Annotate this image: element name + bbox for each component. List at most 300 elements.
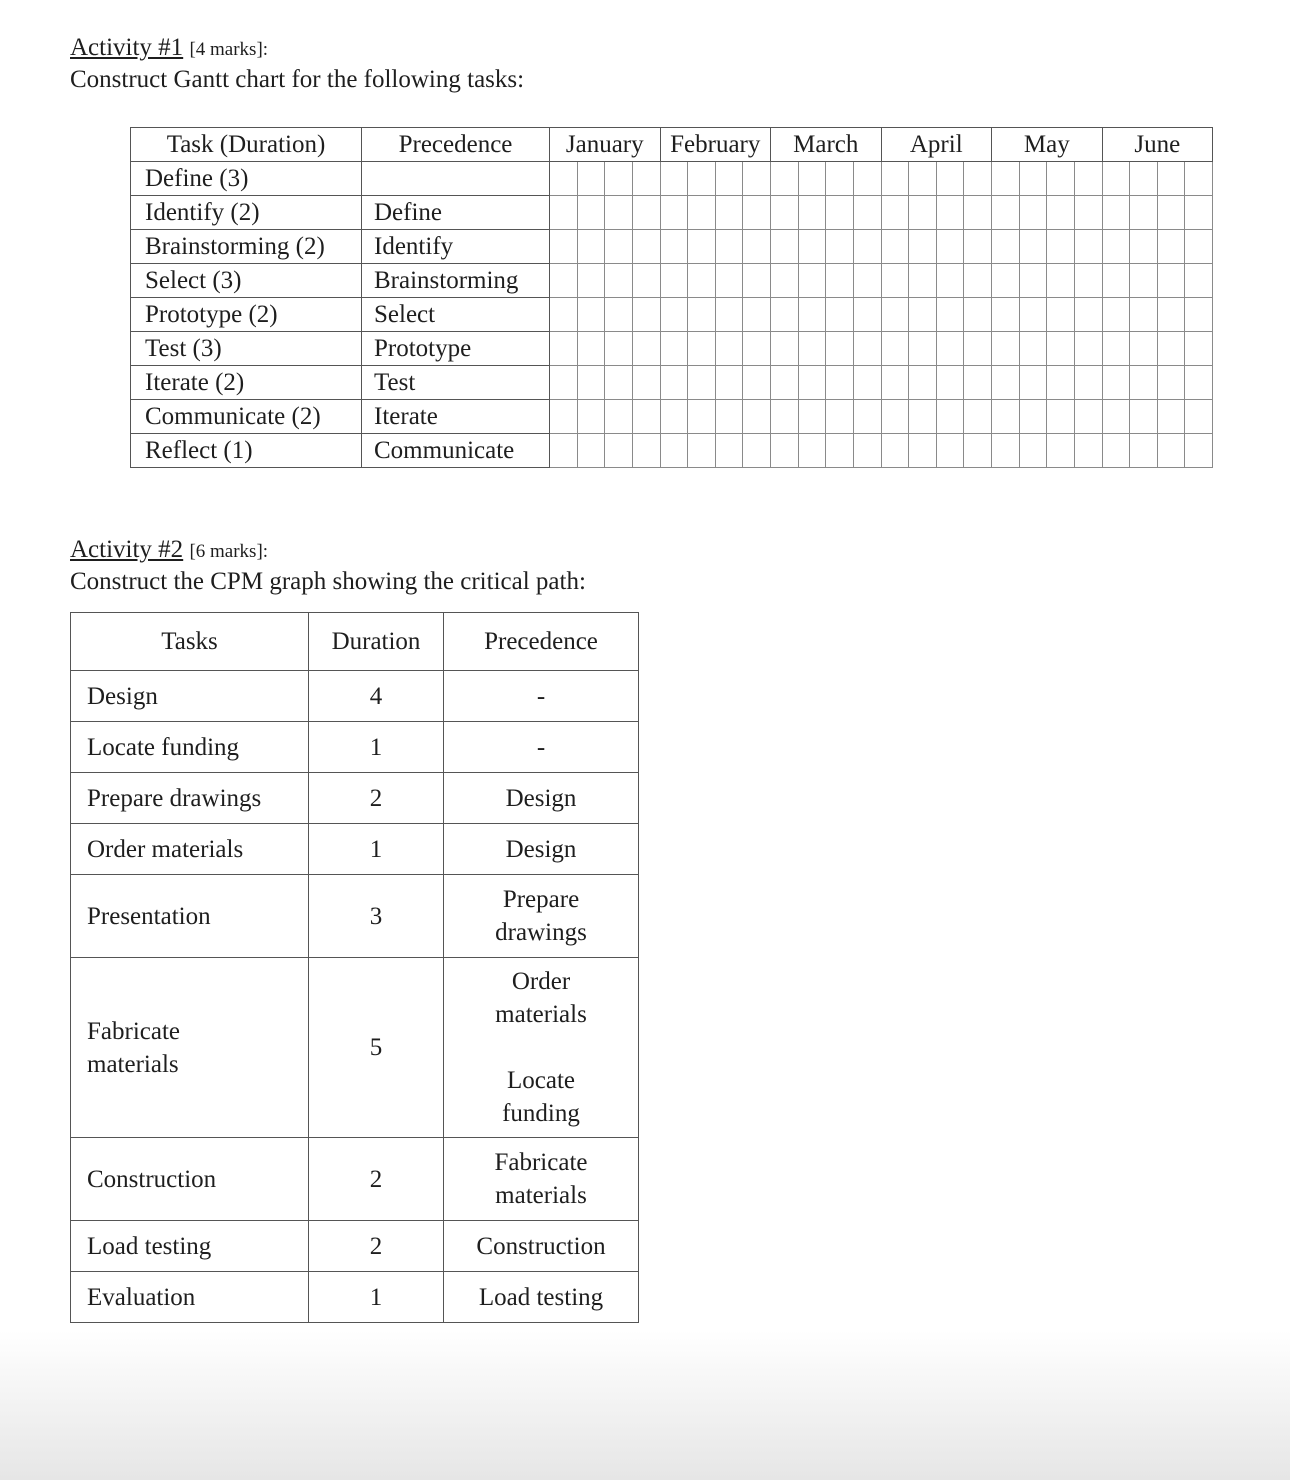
gantt-time-slot[interactable] [743,298,771,332]
gantt-time-slot[interactable] [881,434,909,468]
gantt-month-header: April [881,128,992,162]
gantt-task-precedence: Test [362,366,550,400]
cpm-task-precedence [444,722,639,773]
gantt-time-slot[interactable] [605,332,633,366]
gantt-time-slot[interactable] [688,162,716,196]
gantt-time-slot[interactable] [798,366,826,400]
gantt-time-slot[interactable] [605,230,633,264]
gantt-time-slot[interactable] [632,366,660,400]
gantt-time-slot[interactable] [964,230,992,264]
gantt-time-slot[interactable] [743,162,771,196]
gantt-time-slot[interactable] [688,264,716,298]
gantt-time-slot[interactable] [1047,400,1075,434]
gantt-time-slot[interactable] [743,264,771,298]
gantt-time-slot[interactable] [1185,366,1213,400]
gantt-time-slot[interactable] [798,332,826,366]
activity2-marks: [6 marks]: [189,541,269,562]
gantt-time-slot[interactable] [1102,400,1130,434]
gantt-time-slot[interactable] [798,400,826,434]
gantt-time-slot[interactable] [1185,400,1213,434]
gantt-time-slot[interactable] [1157,298,1185,332]
gantt-time-slot[interactable] [1130,264,1158,298]
gantt-time-slot[interactable] [1047,196,1075,230]
gantt-time-slot[interactable] [743,400,771,434]
gantt-time-slot[interactable] [936,230,964,264]
gantt-row [131,434,1213,468]
gantt-time-slot[interactable] [853,230,881,264]
gantt-time-slot[interactable] [715,332,743,366]
cpm-task-precedence [444,875,639,958]
cpm-row [71,773,639,824]
cpm-task-name [71,773,309,824]
gantt-time-slot[interactable] [909,366,937,400]
cpm-task-duration: 2 [309,1138,444,1221]
cpm-task-precedence [444,1221,639,1272]
cpm-task-precedence-line [444,1031,638,1064]
gantt-time-slot[interactable] [771,366,799,400]
gantt-task-precedence: Identify [362,230,550,264]
gantt-time-slot[interactable] [771,332,799,366]
gantt-time-slot[interactable] [688,230,716,264]
gantt-time-slot[interactable] [1074,332,1102,366]
cpm-task-name-line: Evaluation [87,1283,196,1311]
cpm-task-name [71,1221,309,1272]
cpm-task-duration: 1 [309,1272,444,1323]
gantt-time-slot[interactable] [1019,162,1047,196]
gantt-time-slot[interactable] [1130,196,1158,230]
gantt-time-slot[interactable] [605,400,633,434]
gantt-time-slot[interactable] [881,366,909,400]
gantt-time-slot[interactable] [550,434,578,468]
gantt-time-slot[interactable] [660,400,688,434]
gantt-time-slot[interactable] [853,332,881,366]
gantt-time-slot[interactable] [909,298,937,332]
gantt-time-slot[interactable] [1102,230,1130,264]
gantt-task-name: Prototype (2) [131,298,362,332]
gantt-time-slot[interactable] [909,264,937,298]
gantt-time-slot[interactable] [964,400,992,434]
gantt-task-precedence [362,162,550,196]
gantt-row [131,332,1213,366]
cpm-task-name [71,1138,309,1221]
gantt-task-name: Define (3) [131,162,362,196]
cpm-task-name-line: Order materials [87,835,244,863]
cpm-task-precedence-line: Construction [476,1232,606,1260]
gantt-time-slot[interactable] [1157,400,1185,434]
gantt-time-slot[interactable] [550,332,578,366]
gantt-time-slot[interactable] [605,196,633,230]
gantt-time-slot[interactable] [1074,196,1102,230]
gantt-time-slot[interactable] [743,332,771,366]
cpm-task-name-line: Load testing [87,1232,212,1260]
gantt-month-header: March [771,128,882,162]
activity1-marks: [4 marks]: [189,39,269,60]
gantt-time-slot[interactable] [577,298,605,332]
gantt-time-slot[interactable] [936,162,964,196]
gantt-task-name: Brainstorming (2) [131,230,362,264]
gantt-time-slot[interactable] [1047,230,1075,264]
gantt-time-slot[interactable] [632,400,660,434]
gantt-time-slot[interactable] [1185,230,1213,264]
gantt-time-slot[interactable] [992,298,1020,332]
gantt-time-slot[interactable] [936,196,964,230]
gantt-time-slot[interactable] [936,264,964,298]
gantt-time-slot[interactable] [964,332,992,366]
gantt-time-slot[interactable] [992,196,1020,230]
activity1-title: Activity #1 [70,34,184,61]
gantt-task-precedence: Communicate [362,434,550,468]
gantt-time-slot[interactable] [1019,366,1047,400]
gantt-task-name: Select (3) [131,264,362,298]
gantt-time-slot[interactable] [798,298,826,332]
gantt-time-slot[interactable] [688,434,716,468]
gantt-time-slot[interactable] [1047,434,1075,468]
gantt-time-slot[interactable] [1157,230,1185,264]
gantt-time-slot[interactable] [771,162,799,196]
cpm-task-precedence-line: - [536,733,546,761]
gantt-time-slot[interactable] [715,366,743,400]
gantt-time-slot[interactable] [660,366,688,400]
cpm-task-precedence-line: materials [495,1182,587,1209]
gantt-time-slot[interactable] [936,400,964,434]
gantt-time-slot[interactable] [1157,196,1185,230]
gantt-time-slot[interactable] [798,162,826,196]
gantt-time-slot[interactable] [1130,162,1158,196]
gantt-time-slot[interactable] [660,298,688,332]
gantt-header-task: Task (Duration) [131,128,362,162]
gantt-time-slot[interactable] [909,400,937,434]
cpm-header-row [71,613,639,671]
gantt-time-slot[interactable] [826,230,854,264]
cpm-task-precedence-line: Design [505,784,577,812]
gantt-time-slot[interactable] [1074,400,1102,434]
gantt-time-slot[interactable] [660,230,688,264]
gantt-time-slot[interactable] [853,400,881,434]
gantt-time-slot[interactable] [992,400,1020,434]
cpm-header-tasks: Tasks [71,613,309,671]
gantt-time-slot[interactable] [715,434,743,468]
gantt-time-slot[interactable] [577,162,605,196]
cpm-row [71,1221,639,1272]
gantt-time-slot[interactable] [1185,264,1213,298]
gantt-time-slot[interactable] [1130,366,1158,400]
gantt-time-slot[interactable] [853,196,881,230]
gantt-time-slot[interactable] [771,434,799,468]
gantt-time-slot[interactable] [1102,366,1130,400]
gantt-time-slot[interactable] [1185,298,1213,332]
gantt-time-slot[interactable] [1157,162,1185,196]
gantt-time-slot[interactable] [964,196,992,230]
gantt-time-slot[interactable] [798,230,826,264]
gantt-time-slot[interactable] [550,298,578,332]
gantt-time-slot[interactable] [660,434,688,468]
cpm-task-precedence-line: Design [505,835,577,863]
gantt-task-precedence: Prototype [362,332,550,366]
gantt-time-slot[interactable] [632,162,660,196]
gantt-time-slot[interactable] [964,366,992,400]
cpm-task-duration: 4 [309,671,444,722]
gantt-time-slot[interactable] [771,298,799,332]
gantt-time-slot[interactable] [1019,332,1047,366]
gantt-time-slot[interactable] [632,434,660,468]
gantt-time-slot[interactable] [964,162,992,196]
cpm-task-name [71,1272,309,1323]
cpm-task-duration: 1 [309,722,444,773]
gantt-time-slot[interactable] [1019,400,1047,434]
gantt-month-header: June [1102,128,1213,162]
gantt-time-slot[interactable] [771,230,799,264]
cpm-row [71,1272,639,1323]
gantt-time-slot[interactable] [909,332,937,366]
gantt-time-slot[interactable] [1019,434,1047,468]
gantt-time-slot[interactable] [1157,332,1185,366]
gantt-time-slot[interactable] [826,366,854,400]
gantt-time-slot[interactable] [992,264,1020,298]
gantt-time-slot[interactable] [577,400,605,434]
gantt-time-slot[interactable] [743,230,771,264]
gantt-time-slot[interactable] [660,332,688,366]
gantt-time-slot[interactable] [632,298,660,332]
gantt-time-slot[interactable] [550,196,578,230]
gantt-time-slot[interactable] [909,434,937,468]
cpm-task-duration: 2 [309,773,444,824]
gantt-time-slot[interactable] [771,196,799,230]
gantt-time-slot[interactable] [964,264,992,298]
gantt-task-name: Reflect (1) [131,434,362,468]
cpm-task-name [71,671,309,722]
gantt-time-slot[interactable] [743,434,771,468]
gantt-time-slot[interactable] [1102,162,1130,196]
gantt-time-slot[interactable] [881,196,909,230]
gantt-table [130,127,1213,468]
gantt-time-slot[interactable] [660,264,688,298]
cpm-task-name-line: Construction [87,1165,217,1193]
activity2-heading [70,534,268,568]
gantt-time-slot[interactable] [550,366,578,400]
cpm-row [71,958,639,1138]
gantt-time-slot[interactable] [909,230,937,264]
gantt-time-slot[interactable] [881,332,909,366]
gantt-time-slot[interactable] [853,264,881,298]
cpm-task-name-line: Locate funding [87,733,240,761]
gantt-time-slot[interactable] [964,298,992,332]
gantt-time-slot[interactable] [881,400,909,434]
gantt-time-slot[interactable] [743,196,771,230]
activity2-title: Activity #2 [70,536,184,563]
gantt-time-slot[interactable] [688,366,716,400]
gantt-time-slot[interactable] [605,298,633,332]
cpm-header-duration: Duration [309,613,444,671]
gantt-time-slot[interactable] [605,264,633,298]
gantt-time-slot[interactable] [715,298,743,332]
cpm-task-name [71,875,309,958]
gantt-time-slot[interactable] [577,230,605,264]
gantt-time-slot[interactable] [1102,434,1130,468]
gantt-time-slot[interactable] [1102,264,1130,298]
gantt-time-slot[interactable] [826,332,854,366]
cpm-task-name [71,722,309,773]
cpm-task-precedence-line: - [536,682,546,710]
gantt-time-slot[interactable] [798,196,826,230]
gantt-time-slot[interactable] [715,264,743,298]
gantt-time-slot[interactable] [826,196,854,230]
gantt-time-slot[interactable] [605,162,633,196]
gantt-time-slot[interactable] [577,196,605,230]
gantt-time-slot[interactable] [577,366,605,400]
gantt-time-slot[interactable] [632,332,660,366]
gantt-time-slot[interactable] [909,196,937,230]
gantt-time-slot[interactable] [1074,264,1102,298]
gantt-time-slot[interactable] [715,196,743,230]
cpm-table [70,612,639,1323]
gantt-time-slot[interactable] [853,298,881,332]
gantt-time-slot[interactable] [715,230,743,264]
gantt-time-slot[interactable] [577,434,605,468]
gantt-time-slot[interactable] [853,434,881,468]
cpm-task-name-line: Presentation [87,902,211,930]
gantt-time-slot[interactable] [936,366,964,400]
gantt-time-slot[interactable] [992,332,1020,366]
gantt-time-slot[interactable] [1130,400,1158,434]
activity2-instruction: Construct the CPM graph showing the critical path: [70,568,586,595]
gantt-time-slot[interactable] [1074,230,1102,264]
cpm-task-precedence [444,1138,639,1221]
gantt-time-slot[interactable] [881,264,909,298]
gantt-time-slot[interactable] [992,366,1020,400]
gantt-time-slot[interactable] [853,366,881,400]
cpm-task-precedence [444,773,639,824]
gantt-task-precedence: Brainstorming [362,264,550,298]
gantt-time-slot[interactable] [1047,264,1075,298]
gantt-time-slot[interactable] [632,230,660,264]
gantt-time-slot[interactable] [771,264,799,298]
cpm-task-duration: 3 [309,875,444,958]
gantt-time-slot[interactable] [1185,434,1213,468]
gantt-time-slot[interactable] [550,400,578,434]
gantt-time-slot[interactable] [715,400,743,434]
gantt-time-slot[interactable] [909,162,937,196]
gantt-row [131,400,1213,434]
gantt-time-slot[interactable] [936,434,964,468]
gantt-time-slot[interactable] [1130,434,1158,468]
cpm-task-precedence [444,671,639,722]
gantt-time-slot[interactable] [1157,264,1185,298]
gantt-time-slot[interactable] [632,196,660,230]
gantt-time-slot[interactable] [1102,298,1130,332]
cpm-task-precedence-line: funding [502,1100,580,1127]
cpm-task-name-line: materials [87,1050,179,1078]
gantt-time-slot[interactable] [605,366,633,400]
gantt-time-slot[interactable] [826,162,854,196]
gantt-time-slot[interactable] [715,162,743,196]
gantt-time-slot[interactable] [798,434,826,468]
gantt-time-slot[interactable] [992,162,1020,196]
cpm-row [71,875,639,958]
gantt-time-slot[interactable] [550,162,578,196]
gantt-time-slot[interactable] [688,400,716,434]
cpm-task-name-line: Design [87,682,158,710]
gantt-time-slot[interactable] [881,298,909,332]
cpm-row [71,671,639,722]
gantt-time-slot[interactable] [660,162,688,196]
gantt-time-slot[interactable] [798,264,826,298]
gantt-time-slot[interactable] [550,264,578,298]
cpm-task-precedence-line: Load testing [478,1283,604,1311]
gantt-time-slot[interactable] [1019,230,1047,264]
cpm-row [71,1138,639,1221]
gantt-time-slot[interactable] [1185,332,1213,366]
gantt-time-slot[interactable] [550,230,578,264]
gantt-time-slot[interactable] [577,332,605,366]
gantt-time-slot[interactable] [660,196,688,230]
gantt-time-slot[interactable] [826,298,854,332]
activity1-instruction: Construct Gantt chart for the following tasks: [70,66,525,93]
gantt-time-slot[interactable] [826,264,854,298]
gantt-time-slot[interactable] [632,264,660,298]
cpm-task-precedence-line: Prepare [502,886,580,913]
cpm-task-name-line: Prepare drawings [87,784,262,812]
cpm-task-precedence [444,824,639,875]
gantt-time-slot[interactable] [1074,162,1102,196]
gantt-time-slot[interactable] [1047,162,1075,196]
gantt-time-slot[interactable] [1102,196,1130,230]
cpm-task-duration: 1 [309,824,444,875]
gantt-time-slot[interactable] [1074,366,1102,400]
cpm-task-name [71,824,309,875]
gantt-time-slot[interactable] [881,230,909,264]
gantt-time-slot[interactable] [1130,298,1158,332]
gantt-time-slot[interactable] [688,196,716,230]
gantt-row [131,230,1213,264]
gantt-time-slot[interactable] [1074,434,1102,468]
cpm-task-precedence-line: Locate [506,1067,575,1094]
gantt-task-name: Test (3) [131,332,362,366]
gantt-time-slot[interactable] [771,400,799,434]
gantt-time-slot[interactable] [605,434,633,468]
gantt-time-slot[interactable] [1130,332,1158,366]
gantt-task-precedence: Define [362,196,550,230]
cpm-header-precedence: Precedence [444,613,639,671]
gantt-time-slot[interactable] [826,434,854,468]
gantt-time-slot[interactable] [1157,434,1185,468]
gantt-time-slot[interactable] [688,332,716,366]
gantt-time-slot[interactable] [936,332,964,366]
gantt-time-slot[interactable] [1185,162,1213,196]
gantt-time-slot[interactable] [881,162,909,196]
gantt-time-slot[interactable] [964,434,992,468]
gantt-time-slot[interactable] [1185,196,1213,230]
gantt-time-slot[interactable] [1157,366,1185,400]
gantt-time-slot[interactable] [853,162,881,196]
gantt-time-slot[interactable] [1019,264,1047,298]
gantt-time-slot[interactable] [826,400,854,434]
gantt-time-slot[interactable] [1019,196,1047,230]
gantt-time-slot[interactable] [1102,332,1130,366]
gantt-time-slot[interactable] [992,230,1020,264]
gantt-time-slot[interactable] [992,434,1020,468]
gantt-time-slot[interactable] [1130,230,1158,264]
gantt-time-slot[interactable] [1074,298,1102,332]
gantt-time-slot[interactable] [1047,332,1075,366]
gantt-time-slot[interactable] [1047,366,1075,400]
gantt-time-slot[interactable] [1047,298,1075,332]
gantt-time-slot[interactable] [936,298,964,332]
gantt-time-slot[interactable] [743,366,771,400]
gantt-time-slot[interactable] [688,298,716,332]
gantt-time-slot[interactable] [1019,298,1047,332]
gantt-header-precedence: Precedence [362,128,550,162]
gantt-time-slot[interactable] [577,264,605,298]
